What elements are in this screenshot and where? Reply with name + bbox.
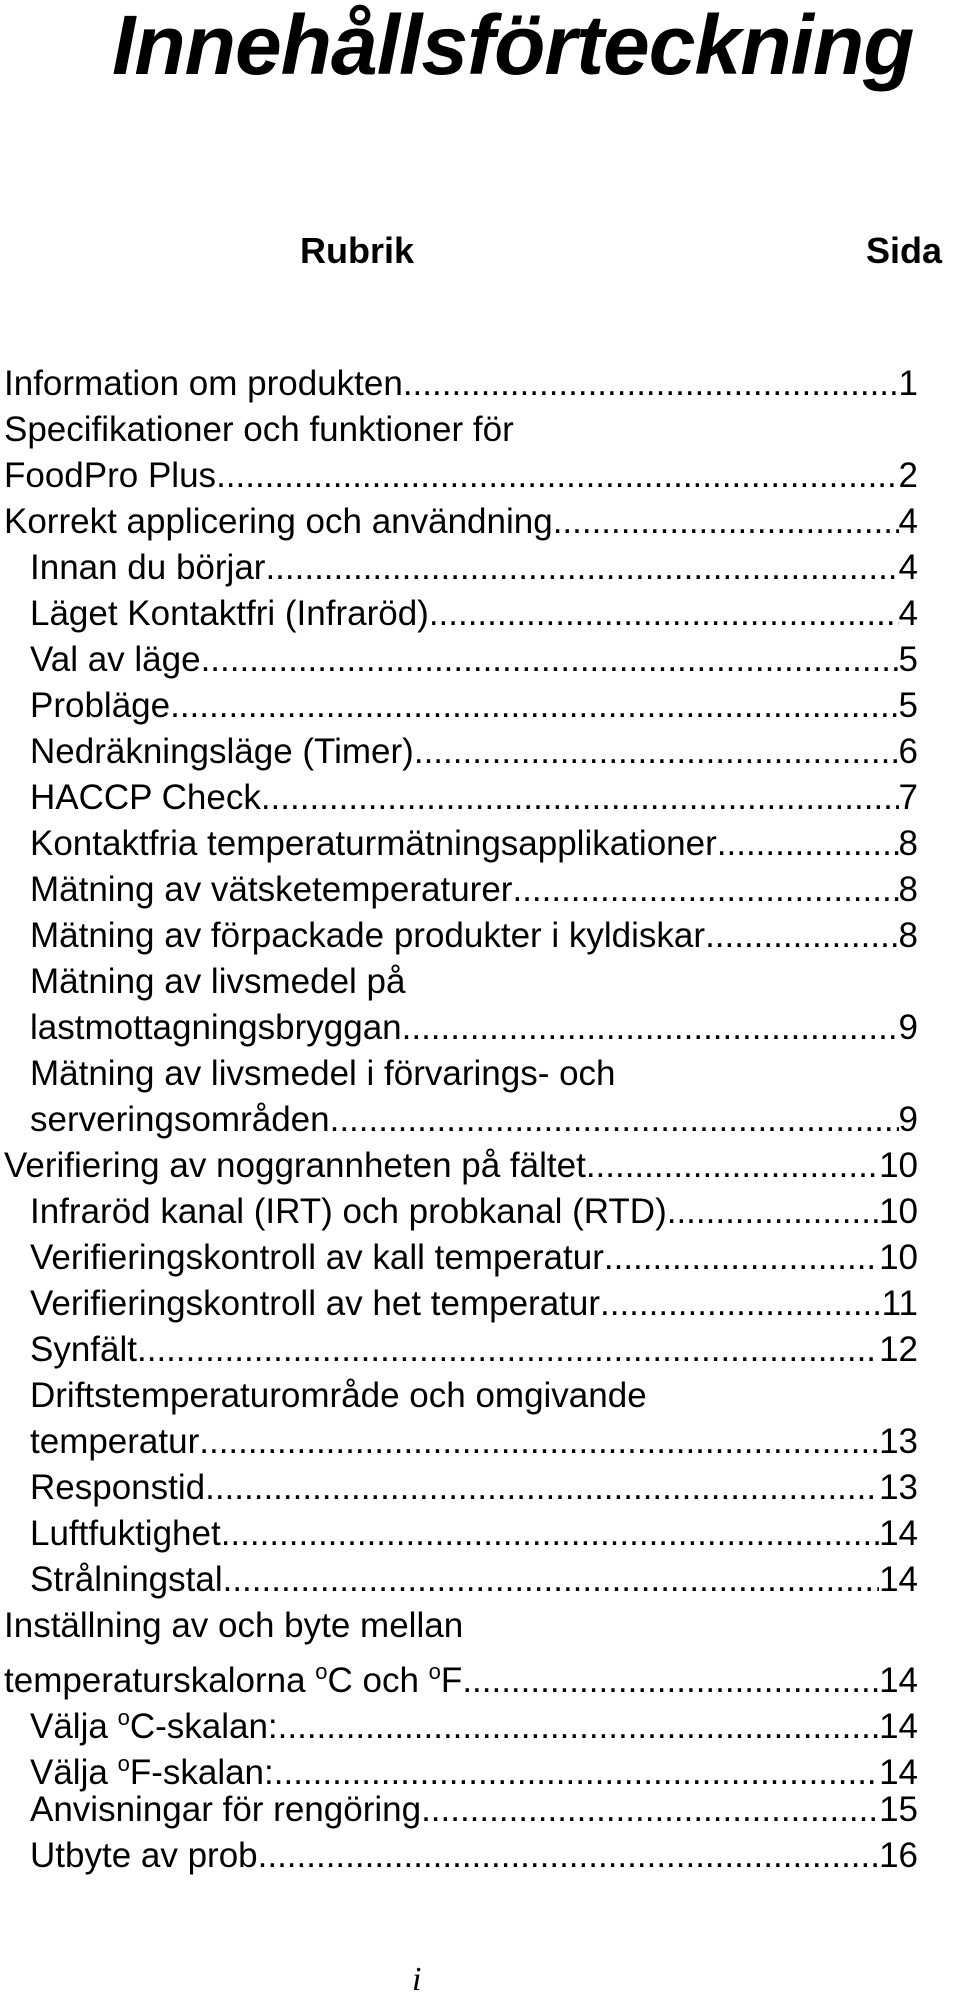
- toc-entry: Läget Kontaktfri (Infraröd) ..... 4: [30, 592, 918, 636]
- toc-entry: Korrekt applicering och användning ..... 4: [4, 500, 918, 544]
- toc-entry: Synfält ..... 12: [30, 1328, 918, 1372]
- toc-entry: temperaturskalorna $^o$C och $^o$F ..... 14: [4, 1650, 918, 1694]
- toc-entry: serveringsområden ..... 9: [30, 1098, 918, 1142]
- toc-entry: Inställning av och byte mellan: [4, 1606, 464, 1645]
- toc-entry: Mätning av livsmedel på: [30, 962, 406, 1001]
- toc-entry: HACCP Check ..... 7: [30, 776, 918, 820]
- toc-entry: FoodPro Plus ..... 2: [4, 454, 918, 498]
- toc-entry: Luftfuktighet ..... 14: [30, 1512, 918, 1556]
- toc-entry: Välja $^o$C-skalan: ..... 14: [30, 1696, 918, 1740]
- toc-entry: Driftstemperaturområde och omgivande: [30, 1376, 647, 1415]
- toc-entry: Kontaktfria temperaturmätningsapplikationer ..... 8: [30, 822, 918, 866]
- toc-entry: Innan du börjar ..... 4: [30, 546, 918, 590]
- toc-entry: temperatur ..... 13: [30, 1420, 918, 1464]
- toc-entry: Information om produkten ..... 1: [4, 362, 918, 406]
- toc-entry: lastmottagningsbryggan ..... 9: [30, 1006, 918, 1050]
- toc-entry: Nedräkningsläge (Timer) ..... 6: [30, 730, 918, 774]
- column-header-rubrik: Rubrik: [300, 230, 415, 271]
- toc-entry: Verifieringskontroll av het temperatur ..... 11: [30, 1282, 918, 1326]
- toc-entry: Mätning av förpackade produkter i kyldiskar ..... 8: [30, 914, 918, 958]
- column-header-sida: Sida: [866, 230, 943, 271]
- toc-entry: Verifiering av noggrannheten på fältet ..... 10: [4, 1144, 918, 1188]
- toc-entry: Anvisningar för rengöring ..... 15: [30, 1788, 918, 1832]
- toc-entry: Specifikationer och funktioner för: [4, 410, 514, 449]
- toc-entry: Välja $^o$F-skalan: ..... 14: [30, 1742, 918, 1786]
- toc-entry: Infraröd kanal (IRT) och probkanal (RTD) ..... 10: [30, 1190, 918, 1234]
- page-title: Innehållsförteckning: [112, 0, 914, 92]
- toc-entry: Probläge ..... 5: [30, 684, 918, 728]
- toc-entry: Strålningstal ..... 14: [30, 1558, 918, 1602]
- toc-entry: Responstid ..... 13: [30, 1466, 918, 1510]
- toc-entry: Verifieringskontroll av kall temperatur ..... 10: [30, 1236, 918, 1280]
- page-number: i: [412, 1961, 422, 1998]
- toc-entry: Utbyte av prob ..... 16: [30, 1834, 918, 1878]
- toc-entry: Mätning av livsmedel i förvarings- och: [30, 1054, 616, 1093]
- toc-entry: Mätning av vätsketemperaturer ..... 8: [30, 868, 918, 912]
- toc-entry: Val av läge ..... 5: [30, 638, 918, 682]
